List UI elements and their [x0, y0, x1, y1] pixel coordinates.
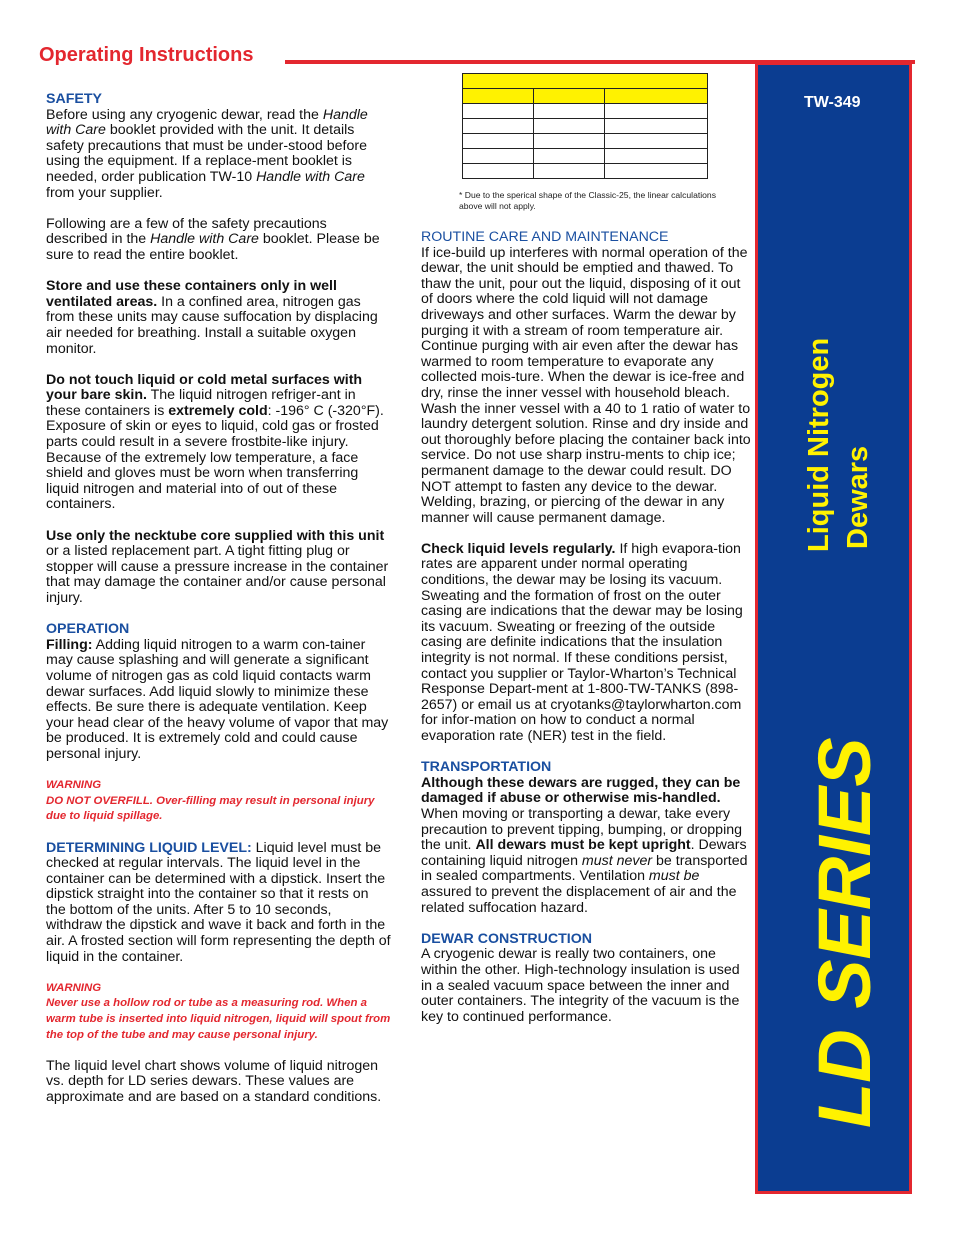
operation-section: OPERATION Filling: Adding liquid nitrogen to a warm con-tainer may cause splashing and will generate a significant volume of nitrogen gas as cold liquid contacts warm dewar surfaces. Add liquid slowly to minimize these effects. Be sure there is adequate ventilation. Keep your head clear of the heavy volume of vapor that may be produced. It is extremely cold and could cause personal injury. — [46, 622, 391, 762]
right-column — [421, 230, 751, 1041]
cold-paragraph: Do not touch liquid or cold metal surfaces with your bare skin. The liquid nitrogen refriger-ant in these containers is extremely cold: -196° C (-320°F). Exposure of skin or eyes to liquid, cold gas or frosted parts could result in a severe frostbite-like injury. Because of the extremely low temperature, a face shield and gloves must be worn when transferring liquid nitrogen and material into of out of these containers. — [46, 371, 384, 513]
safety-section: SAFETY Before using any cryogenic dewar, read the Handle with Care booklet provided with the unit. It details safety precautions that must be under-stood before using the equipment. If a replace-ment booklet is needed, order publication TW-10 Handle with Care from your supplier. — [46, 92, 391, 201]
construction-heading: DEWAR CONSTRUCTION — [421, 930, 593, 947]
sidebar-title-line2: Dewars — [842, 445, 874, 549]
liquid-level-heading: DETERMINING LIQUID LEVEL: — [46, 839, 252, 856]
left-column — [46, 92, 391, 1121]
table-row — [463, 104, 708, 119]
routine-care-heading: ROUTINE CARE AND MAINTENANCE — [421, 229, 669, 245]
liquid-level-table — [462, 73, 708, 179]
necktube-paragraph: Use only the necktube core supplied with this unit or a listed replacement part. A tight fitting plug or stopper will cause a pressure increase in the container that may damage the container and/or cause personal injury. — [46, 527, 389, 606]
check-levels-paragraph: Check liquid levels regularly. If high evapora-tion rates are apparent under normal operating conditions, the dewar may be losing its vacuum. Sweating and the formation of frost on the outer casing are indications that the dewar may be losing its vacuum. Sweating or freezing of the outside casing are definite indications that the insulation integrity is not normal. If these conditions persist, contact you supplier or Taylor-Wharton’s Technical Response Depart-ment at 1-800-TW-TANKS (898-2657) or email us at cryotanks@taylorwharton.com for infor-mation on how to conduct a normal evaporation rate (NER) test in the field. — [421, 540, 743, 744]
safety-paragraph-2: Following are a few of the safety precautions described in the Handle with Care booklet. Please be sure to read the entire booklet. — [46, 215, 380, 263]
table-footnote: * Due to the sperical shape of the Classic-25, the linear calculations above will not apply. — [459, 190, 716, 211]
sidebar-title-line1: Liquid Nitrogen — [803, 337, 835, 552]
safety-heading: SAFETY — [46, 91, 102, 107]
construction-section: DEWAR CONSTRUCTION A cryogenic dewar is really two containers, one within the other. High-technology insulation is used in a sealed vacuum space between the inner and outer containers. The integrity of the vacuum is the key to continued performance. — [421, 932, 751, 1026]
table-header-bar — [463, 74, 708, 89]
routine-care-section: ROUTINE CARE AND MAINTENANCE If ice-build up interferes with normal operation of the dewar, the unit should be emptied and thawed. To thaw the unit, pour out the liquid, disposing of it out of doors where the cold liquid will not damage driveways and other surfaces. Warm the dewar by purging it with a stream of room temperature air. Continue purging with air even after the dewar has warmed to room temperature to evaporate any collected mois-ture. When the dewar is ice-free and dry, rinse the inner vessel with household bleach. Wash the inner vessel with a 40 to 1 ratio of water to laundry detergent solution. Rinse and dry inside and out thoroughly before placing the container back into service. Do not use sharp instru-ments to chip ice; permanent damage to the dewar could result. DO NOT attempt to fasten any device to the dewar. Welding, brazing, or piercing of the dewar in any manner will cause permanent damage. — [421, 229, 751, 526]
publication-code: TW-349 — [804, 94, 861, 111]
page-title: Operating Instructions — [39, 44, 254, 66]
liquid-level-section: DETERMINING LIQUID LEVEL: Liquid level must be checked at regular intervals. The liquid level in the container can be determined with a dipstick. Insert the dipstick straight into the container so that it rests on the bottom of the units. After 5 to 10 seconds, withdraw the dipstick and wave it back and forth in the air. A frosted section will form representing the depth of liquid in the container. — [46, 839, 391, 965]
warning-hollow-rod: WARNING Never use a hollow rod or tube as a measuring rod. When a warm tube is inserted into liquid nitrogen, liquid will spout from the top of the tube and may cause personal injury. — [46, 981, 391, 1041]
chart-paragraph: The liquid level chart shows volume of liquid nitrogen vs. depth for LD series dewars. These values are approximate and are based on a standard conditions. — [46, 1057, 382, 1105]
table-row — [463, 119, 708, 134]
series-title: LD SERIES — [803, 737, 886, 1128]
transportation-heading: TRANSPORTATION — [421, 759, 552, 776]
transportation-section: TRANSPORTATION Although these dewars are rugged, they can be damaged if abuse or otherwise mis-handled. When moving or transporting a dewar, take every precaution to prevent tipping, bumping, or dropping the unit. All dewars must be kept upright. Dewars containing liquid nitrogen must never be transported in sealed compartments. Ventilation must be assured to prevent the displacement of air and the related suffocation hazard. — [421, 760, 751, 916]
ventilation-paragraph: Store and use these containers only in well ventilated areas. In a confined area, nitrogen gas from these units may cause suffocation by displacing air needed for breathing. Install a suitable oxygen monitor. — [46, 278, 378, 357]
table-row — [463, 134, 708, 149]
warning-overfill: WARNING DO NOT OVERFILL. Over-filling may result in personal injury due to liquid spillage. — [46, 779, 375, 823]
table-row — [463, 149, 708, 164]
table-row — [463, 164, 708, 179]
operation-heading: OPERATION — [46, 621, 130, 638]
